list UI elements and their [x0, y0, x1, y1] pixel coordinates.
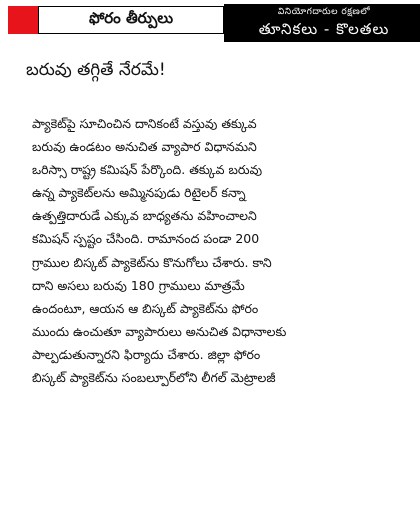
section-title: ఫోరం తీర్పులు [38, 6, 224, 34]
article-line: పాల్పడుతున్నారని ఫిర్యాదు చేశారు. జిల్లా ఫోరం [32, 346, 261, 362]
article-line: ఒరిస్సా రాష్ట్ర కమిషన్ పేర్కొంది. తక్కువ బరువు [32, 162, 263, 178]
page-header [0, 0, 420, 42]
banner-title: తూనికలు - కొలతలు [258, 20, 390, 38]
article-line: గ్రాముల బిస్కట్ ప్యాకెట్‌ను కొనుగోలు చేశారు. కాని [32, 254, 272, 270]
article-line: బిస్కట్ ప్యాకెట్‌ను సంబల్పూర్‌లోని లీగల్ మెట్రాలజీ [32, 370, 276, 386]
article-line: ఉన్న ప్యాకెట్‌లను అమ్మినపుడు రిటైలర్ కన్నా [32, 185, 246, 201]
red-accent-block [8, 6, 38, 34]
article-line: ఉత్పత్తిదారుడే ఎక్కువ బాధ్యతను వహించాలని [32, 208, 257, 224]
article-line: కమిషన్ స్పష్టం చేసింది. రామానంద పండా 200 [32, 231, 260, 247]
article-line: ముందు ఉంచుతూ వ్యాపారులు అనుచిత విధానాలకు [32, 323, 287, 339]
banner-subtitle: వినియోగదారుల రక్షణలో [277, 7, 371, 17]
article-line: దాని అసలు బరువు 180 గ్రాములు మాత్రమే [32, 277, 245, 293]
article-line: ఉందంటూ, ఆయన ఆ బిస్కట్ ప్యాకెట్‌ను ఫోరం [32, 300, 259, 316]
article-body [32, 112, 377, 389]
article-line: ప్యాకెట్‌పై సూచించిన దానికంటే వస్తువు తక్కువ [32, 116, 257, 131]
article-line: బరువు ఉండటం అనుచిత వ్యాపార విధానమని [32, 139, 257, 155]
column-banner [224, 4, 420, 42]
article-headline: బరువు తగ్గితే నేరమే! [26, 60, 166, 80]
